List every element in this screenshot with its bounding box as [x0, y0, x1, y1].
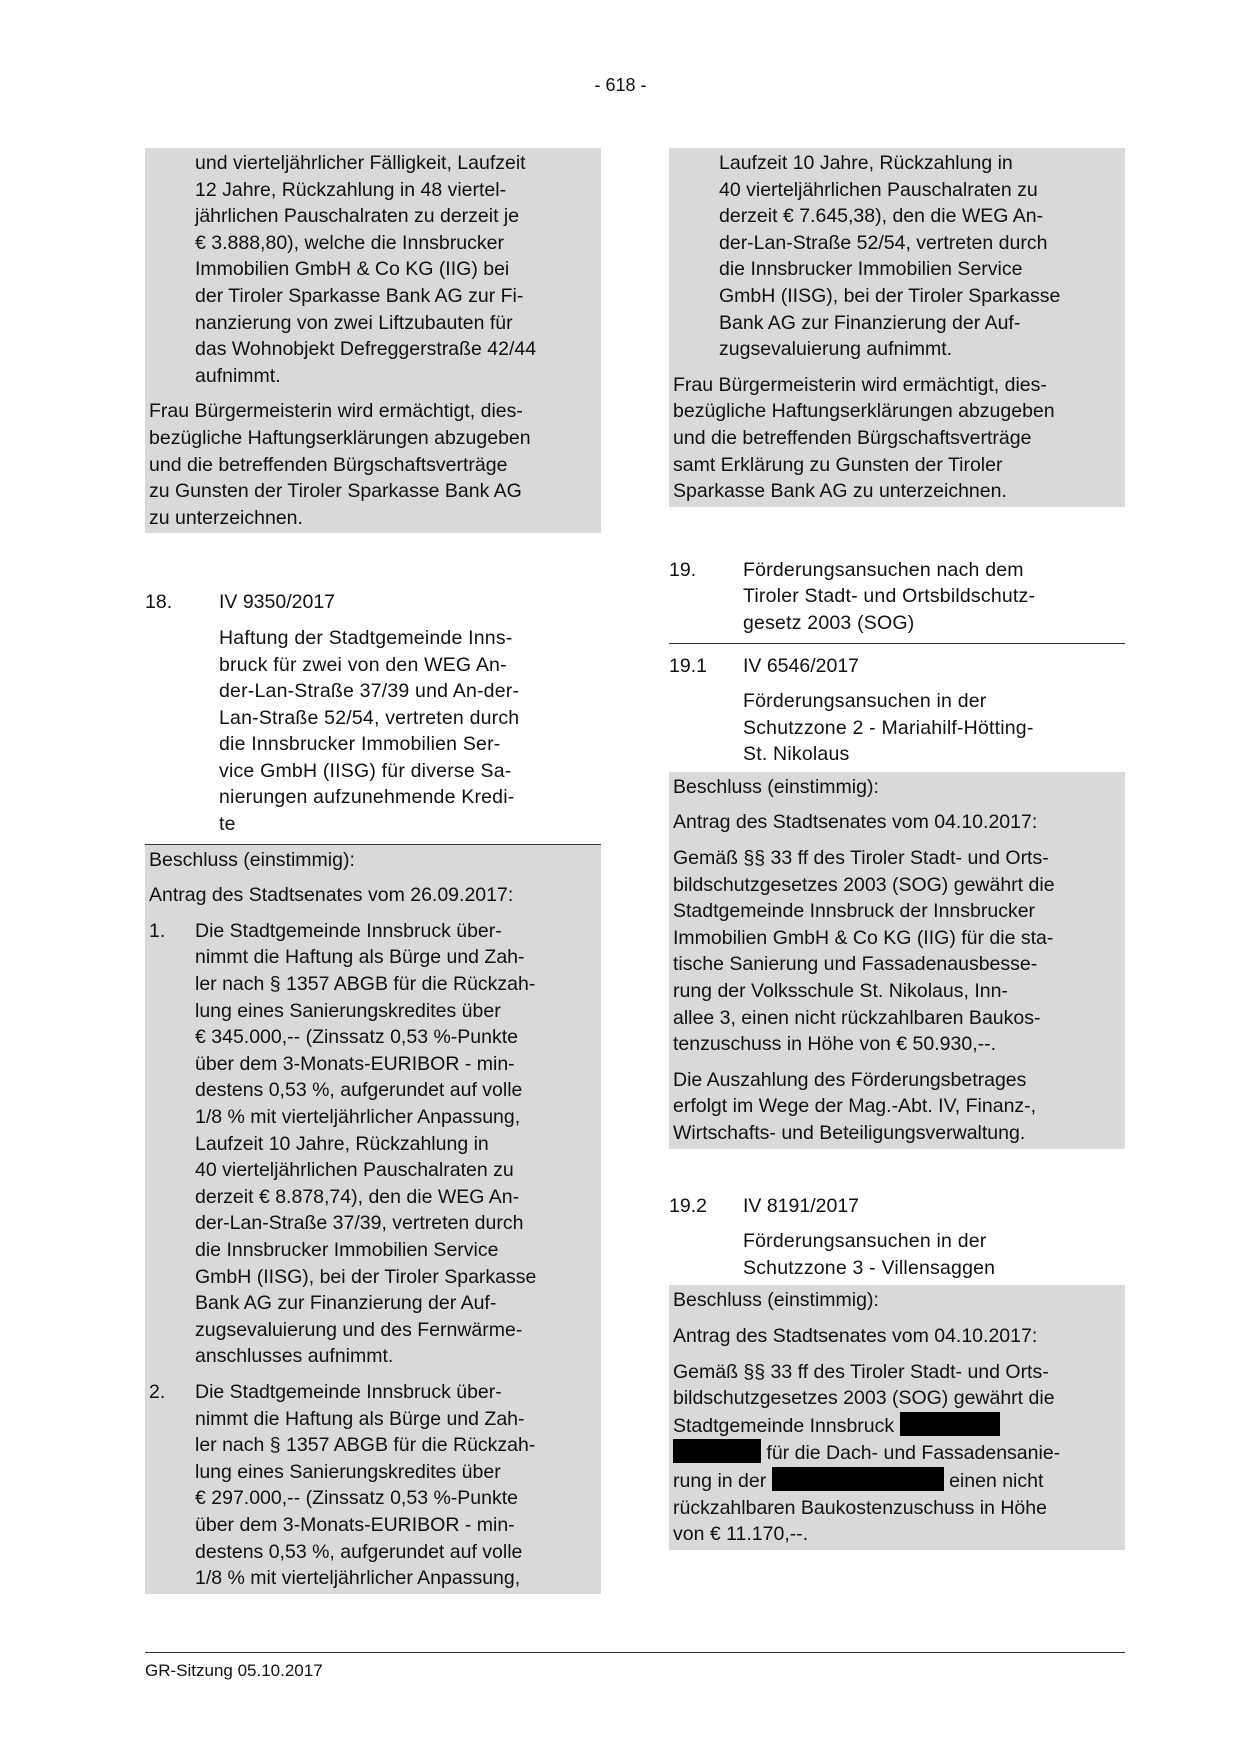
text-line: Lan-Straße 52/54, vertreten durch [219, 706, 520, 729]
text-line: Gemäß §§ 33 ff des Tiroler Stadt- und Orts- [673, 1360, 1049, 1383]
text-line: nierungen aufzunehmende Kredi- [219, 786, 515, 809]
item-number: 19. [669, 558, 697, 581]
text-line [673, 1467, 1121, 1495]
text-fragment: einen nicht [949, 1469, 1044, 1492]
text-line: Bank AG zur Finanzierung der Auf- [195, 1292, 497, 1315]
text-line: € 3.888,80), welche die Innsbrucker [195, 231, 504, 254]
text-line: samt Erklärung zu Gunsten der Tiroler [673, 453, 1003, 476]
item-reference: IV 8191/2017 [743, 1194, 860, 1217]
text-line: nanzierung von zwei Liftzubauten für [195, 311, 513, 334]
text-line: der-Lan-Straße 37/39, vertreten durch [195, 1212, 524, 1235]
text-line: das Wohnobjekt Defreggerstraße 42/44 [195, 338, 537, 361]
text-line: zugsevaluierung aufnimmt. [719, 338, 953, 361]
agenda-item-19-1-title [669, 688, 1125, 768]
item-number: 19.1 [669, 654, 707, 677]
text-line: € 297.000,-- (Zinssatz 0,53 %-Punkte [195, 1487, 518, 1510]
left-column [145, 148, 601, 1594]
text-line: Wirtschafts- und Beteiligungsverwaltung. [673, 1122, 1026, 1144]
item-reference: IV 6546/2017 [743, 654, 860, 677]
grant-paragraph-redacted [673, 1359, 1121, 1548]
authorization-paragraph [149, 398, 597, 531]
text-line: Die Stadtgemeinde Innsbruck über- [195, 919, 502, 942]
page-number: - 618 - [594, 75, 647, 95]
resolution-box-19-1 [669, 772, 1125, 1149]
text-line: tische Sanierung und Fassadenausbesse- [673, 953, 1038, 976]
motion-date: Antrag des Stadtsenates vom 26.09.2017: [149, 884, 514, 907]
resolution-status: Beschluss (einstimmig): [673, 775, 879, 798]
text-line: Die Stadtgemeinde Innsbruck über- [195, 1380, 502, 1403]
text-line: GmbH (IISG), bei der Tiroler Sparkasse [195, 1265, 537, 1288]
resolution-list [149, 918, 597, 1592]
text-line: destens 0,53 %, aufgerundet auf volle [195, 1540, 523, 1563]
text-line: Stadtgemeinde Innsbruck der Innsbrucker [673, 900, 1036, 923]
text-line: ler nach § 1357 ABGB für die Rückzah- [195, 973, 536, 996]
grant-paragraph [673, 845, 1121, 1058]
text-line: Förderungsansuchen in der [743, 1230, 987, 1253]
list-number: 1. [149, 919, 166, 942]
text-line: bezügliche Haftungserklärungen abzugeben [673, 400, 1055, 423]
list-item [149, 918, 597, 1370]
agenda-item-19-2-title [669, 1228, 1125, 1281]
list-item-text [195, 1379, 535, 1592]
text-line: die Innsbrucker Immobilien Service [195, 1238, 499, 1261]
text-line: 1/8 % mit vierteljährlicher Anpassung, [195, 1567, 521, 1590]
text-line: anschlusses aufnimmt. [195, 1345, 394, 1368]
text-line: Immobilien GmbH & Co KG (IIG) für die sta- [673, 926, 1054, 949]
text-line: der Tiroler Sparkasse Bank AG zur Fi- [195, 284, 524, 307]
text-line: allee 3, einen nicht rückzahlbaren Baukos- [673, 1006, 1041, 1029]
resolution-box-19-2 [669, 1285, 1125, 1549]
resolution-box-18 [145, 845, 601, 1594]
continued-list-text [673, 150, 1121, 363]
text-line: Schutzzone 2 - Mariahilf-Hötting- [743, 716, 1034, 739]
text-line: bildschutzgesetzes 2003 (SOG) gewährt die [673, 873, 1055, 896]
text-line: Sparkasse Bank AG zu unterzeichnen. [673, 480, 1007, 503]
text-line: Bank AG zur Finanzierung der Auf- [719, 311, 1021, 334]
text-line: nimmt die Haftung als Bürge und Zah- [195, 946, 525, 969]
text-line: Laufzeit 10 Jahre, Rückzahlung in [719, 152, 1013, 174]
text-line: Haftung der Stadtgemeinde Inns- [219, 626, 513, 649]
text-line: Frau Bürgermeisterin wird ermächtigt, dies- [673, 373, 1047, 396]
text-line: die Innsbrucker Immobilien Ser- [219, 733, 501, 756]
text-line: bildschutzgesetzes 2003 (SOG) gewährt die [673, 1387, 1055, 1410]
agenda-item-19-2-header [669, 1193, 1125, 1220]
text-line: gesetz 2003 (SOG) [743, 611, 915, 634]
text-line: jährlichen Pauschalraten zu derzeit je [195, 205, 520, 228]
text-line: nimmt die Haftung als Bürge und Zah- [195, 1407, 525, 1430]
agenda-item-19-header [669, 557, 1125, 637]
list-number: 2. [149, 1380, 166, 1403]
text-fragment: für die Dach- und Fassadensanie- [766, 1442, 1061, 1465]
text-line: Gemäß §§ 33 ff des Tiroler Stadt- und Orts- [673, 847, 1049, 870]
redaction-bar [900, 1412, 1000, 1436]
continued-list-text [149, 150, 597, 389]
text-line: Tiroler Stadt- und Ortsbildschutz- [743, 585, 1036, 608]
text-line: Förderungsansuchen nach dem [743, 558, 1024, 581]
agenda-item-19-1-header [669, 653, 1125, 680]
text-line: zu Gunsten der Tiroler Sparkasse Bank AG [149, 480, 522, 503]
text-line: GmbH (IISG), bei der Tiroler Sparkasse [719, 284, 1061, 307]
text-line: lung eines Sanierungskredites über [195, 1460, 501, 1483]
text-line: te [219, 813, 236, 836]
agenda-item-18-title [145, 625, 601, 838]
text-line: 1/8 % mit vierteljährlicher Anpassung, [195, 1106, 521, 1128]
text-line: die Innsbrucker Immobilien Service [719, 258, 1023, 281]
text-line: lung eines Sanierungskredites über [195, 999, 501, 1022]
text-line: rung der Volksschule St. Nikolaus, Inn- [673, 980, 1008, 1003]
text-line: rückzahlbaren Baukostenzuschuss in Höhe [673, 1496, 1047, 1519]
text-line: zu unterzeichnen. [149, 506, 303, 529]
list-item-text [195, 918, 536, 1370]
text-line: bruck für zwei von den WEG An- [219, 653, 507, 676]
right-column [669, 148, 1125, 1550]
resolution-status: Beschluss (einstimmig): [673, 1289, 879, 1312]
text-line: vice GmbH (IISG) für diverse Sa- [219, 759, 512, 782]
text-line: derzeit € 7.645,38), den die WEG An- [719, 205, 1044, 228]
text-line: tenzuschuss in Höhe von € 50.930,--. [673, 1033, 997, 1056]
text-line: bezügliche Haftungserklärungen abzugeben [149, 426, 531, 449]
text-line: aufnimmt. [195, 364, 281, 387]
text-line [673, 1439, 1121, 1467]
text-line: und die betreffenden Bürgschaftsverträge [673, 426, 1032, 449]
text-line: € 345.000,-- (Zinssatz 0,53 %-Punkte [195, 1026, 518, 1049]
text-line: 40 vierteljährlichen Pauschalraten zu [719, 178, 1038, 201]
text-line: über dem 3-Monats-EURIBOR - min- [195, 1513, 515, 1536]
motion-date: Antrag des Stadtsenates vom 04.10.2017: [673, 1324, 1038, 1347]
resolution-box-continued-right [669, 148, 1125, 507]
item-number: 19.2 [669, 1194, 707, 1217]
text-line: Förderungsansuchen in der [743, 690, 987, 713]
text-fragment: rung in der [673, 1469, 767, 1492]
text-line: St. Nikolaus [743, 743, 850, 766]
authorization-paragraph [673, 372, 1121, 505]
list-item [149, 1379, 597, 1592]
text-line: ler nach § 1357 ABGB für die Rückzah- [195, 1434, 536, 1457]
text-line: derzeit € 8.878,74), den die WEG An- [195, 1185, 520, 1208]
payment-paragraph [673, 1067, 1121, 1147]
text-line: Schutzzone 3 - Villensaggen [743, 1256, 996, 1279]
agenda-item-18-header [145, 589, 601, 616]
footer-divider [145, 1652, 1125, 1653]
text-line: zugsevaluierung und des Fernwärme- [195, 1318, 523, 1341]
agenda-item-19-title [743, 557, 1035, 637]
redaction-bar [673, 1439, 761, 1463]
text-line: und vierteljährlicher Fälligkeit, Laufzeit [195, 152, 526, 174]
text-line: Laufzeit 10 Jahre, Rückzahlung in [195, 1132, 489, 1155]
text-line: Die Auszahlung des Förderungsbetrages [673, 1068, 1027, 1091]
item-number: 18. [145, 591, 173, 614]
resolution-box-continued [145, 148, 601, 533]
text-line: 40 vierteljährlichen Pauschalraten zu [195, 1159, 514, 1182]
text-line: und die betreffenden Bürgschaftsverträge [149, 453, 508, 476]
text-line: Immobilien GmbH & Co KG (IIG) bei [195, 258, 510, 281]
text-line: 12 Jahre, Rückzahlung in 48 viertel- [195, 178, 507, 201]
text-line: über dem 3-Monats-EURIBOR - min- [195, 1052, 515, 1075]
text-fragment: Stadtgemeinde Innsbruck [673, 1414, 895, 1437]
text-line: von € 11.170,--. [673, 1523, 809, 1546]
redaction-bar [772, 1467, 944, 1491]
footer-session-label: GR-Sitzung 05.10.2017 [145, 1661, 323, 1680]
text-line: Frau Bürgermeisterin wird ermächtigt, dies- [149, 400, 523, 423]
resolution-status: Beschluss (einstimmig): [149, 848, 355, 871]
text-line: der-Lan-Straße 52/54, vertreten durch [719, 231, 1048, 254]
text-line: der-Lan-Straße 37/39 und An-der- [219, 680, 520, 703]
text-line [673, 1412, 1121, 1440]
text-line: erfolgt im Wege der Mag.-Abt. IV, Finanz-, [673, 1095, 1037, 1118]
motion-date: Antrag des Stadtsenates vom 04.10.2017: [673, 811, 1038, 834]
item-reference: IV 9350/2017 [219, 591, 336, 614]
text-line: destens 0,53 %, aufgerundet auf volle [195, 1079, 523, 1102]
